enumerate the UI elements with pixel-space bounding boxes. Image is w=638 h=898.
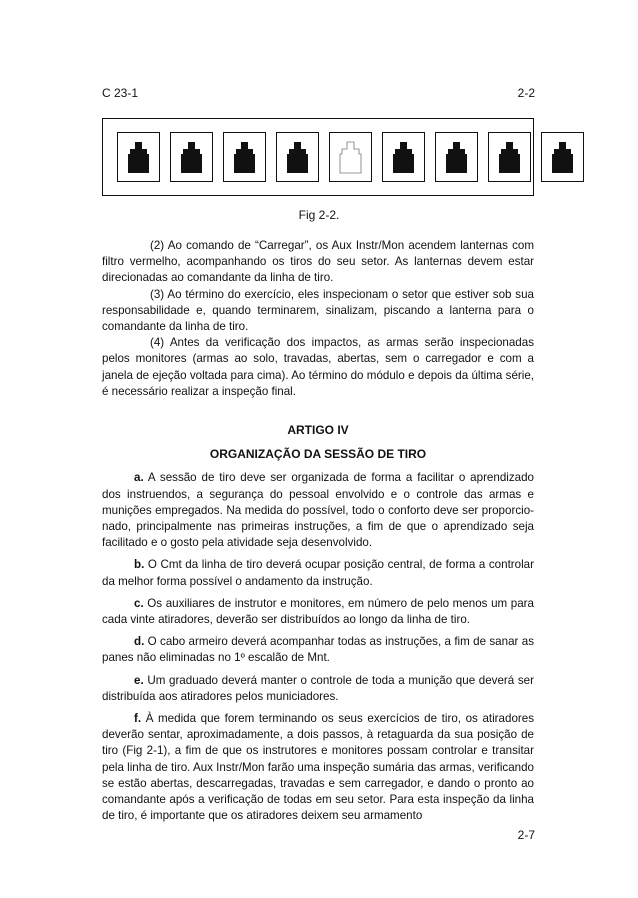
silhouette-icon [277,133,318,181]
silhouette-target [541,132,584,182]
silhouette-target [382,132,425,182]
silhouette-target [117,132,160,182]
item-label: f. [134,712,142,726]
paragraph-3: (3) Ao término do exercício, eles inspecionam o setor que estiver sob sua responsabilidade e, quando terminarem, sinalizam, piscando a lanterna para o comandante da linha de tiro. [102,287,534,334]
silhouette-icon [489,133,530,181]
article-title: ARTIGO IV [287,423,349,438]
item-b [102,557,534,589]
page-number: 2-7 [517,828,535,842]
item-text: Os auxiliares de instrutor e monitores, em número de pelo menos um para cada vinte atiradores, deverão ser distribuídos ao longo da linha de tiro. [102,596,534,627]
silhouette-target [223,132,266,182]
figure-caption: Fig 2-2. [298,208,340,222]
silhouette-icon [436,133,477,181]
document-body [102,238,534,825]
item-text: À medida que forem terminando os seus exercícios de tiro, os atiradores deverão sentar, aproximadamente, a dois passos, à retaguarda da sua posição de tiro (Fig 2-1), a fim de que os instrutores e monitores possam controlar e transitar pela linha de tiro. Aux Instr/Mon farão uma inspeção sumária das armas, verificando se estão abertas, descarregadas, travadas e sem carregador, e dando o pronto ao comandante após a verificação de todas em seu setor. Para esta inspeção da linha de tiro, é importante que os atiradores deixem seu armamento [102,712,534,823]
silhouette-target-empty [329,132,372,182]
item-label: e. [134,673,144,687]
item-label: c. [134,596,144,610]
item-text: O Cmt da linha de tiro deverá ocupar posição central, de forma a controlar da melhor forma possível o andamento da instrução. [102,558,534,588]
item-f [102,711,534,824]
item-a [102,470,534,551]
item-e [102,673,534,705]
silhouette-target [276,132,319,182]
silhouette-target [435,132,478,182]
item-text: Um graduado deverá manter o controle de toda a munição que deverá ser distribuída aos atiradores pelos municiadores. [102,673,534,703]
silhouette-icon [224,133,265,181]
running-header-right: 2-2 [517,86,535,100]
item-label: b. [134,558,145,572]
item-label: d. [134,635,145,649]
article-subtitle: ORGANIZAÇÃO DA SESSÃO DE TIRO [209,447,427,462]
silhouette-icon [171,133,212,181]
silhouette-target [170,132,213,182]
item-d [102,634,534,666]
silhouette-icon [118,133,159,181]
item-text: O cabo armeiro deverá acompanhar todas as instruções, a fim de sanar as panes não eliminadas no 1º escalão de Mnt. [102,635,534,665]
paragraph-2: (2) Ao comando de “Carregar”, os Aux Instr/Mon acendem lanternas com filtro vermelho, acompanhando os tiros do seu setor. As lanternas devem estar direcionadas ao comandante da linha de tiro. [102,239,534,285]
figure-targets [102,118,534,196]
item-c [102,596,534,628]
silhouette-icon [542,133,583,181]
item-text: A sessão de tiro deve ser organizada de forma a facilitar o aprendizado dos instruendos, a segurança do pessoal envolvido e o controle das armas e munições empregados. Na medida do possível, todo o conforto deve ser proporcio-nado, principalmente nas primeiras instruções, a fim de que o aprendizado seja facilitado e o gosto pela atividade seja desenvolvido. [102,471,534,550]
silhouette-icon [330,133,371,181]
target-row [117,132,584,182]
paragraph-4: (4) Antes da verificação dos impactos, as armas serão inspecionadas pelos monitores (armas ao solo, travadas, abertas, sem o carregador e com a janela de ejeção voltada para cima). Ao término do módulo e depois da última série, é necessário realizar a inspeção final. [102,336,534,398]
running-header-left: C 23-1 [102,86,139,100]
silhouette-icon [383,133,424,181]
item-label: a. [134,471,144,485]
silhouette-target [488,132,531,182]
